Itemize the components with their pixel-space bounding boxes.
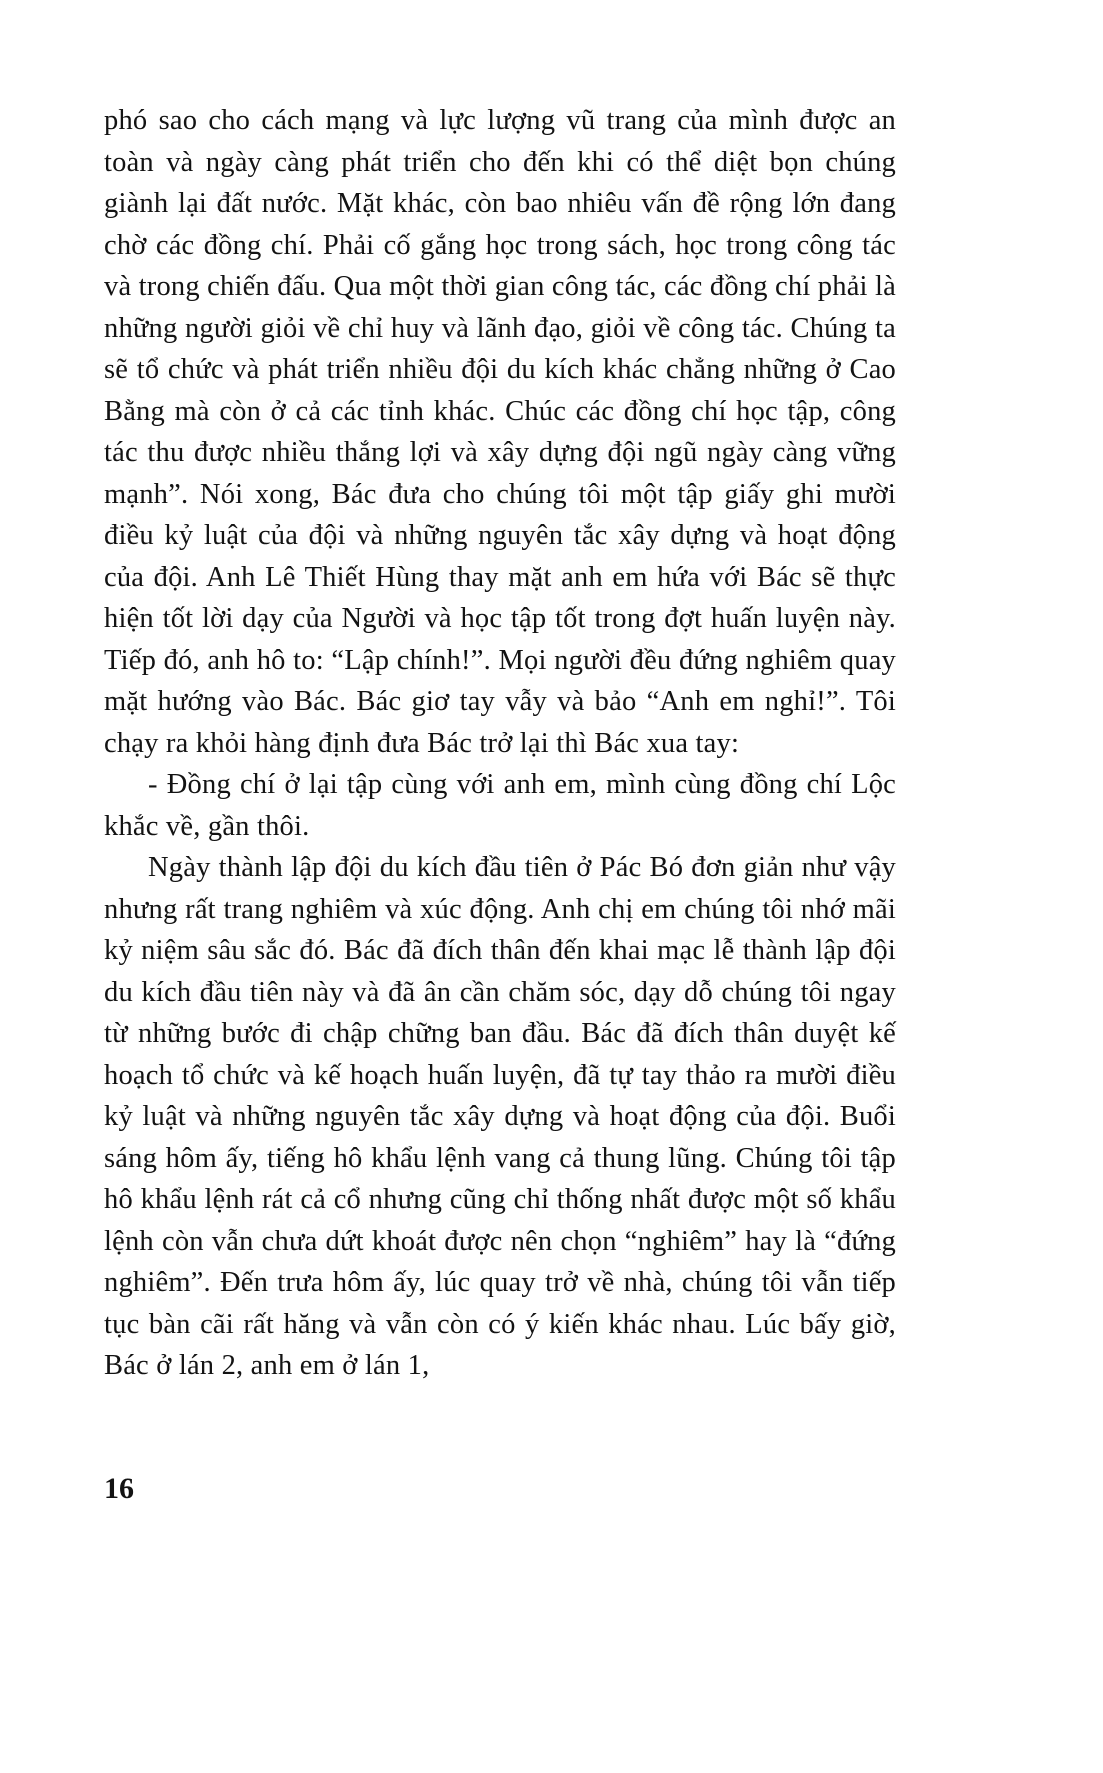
- paragraph-dialogue: - Đồng chí ở lại tập cùng với anh em, mình cùng đồng chí Lộc khắc về, gần thôi.: [104, 769, 896, 842]
- body-text: [104, 100, 896, 1387]
- page-number: 16: [104, 1472, 134, 1505]
- paragraph-narrative: Ngày thành lập đội du kích đầu tiên ở Pác Bó đơn giản như vậy nhưng rất trang nghiêm và xúc động. Anh chị em chúng tôi nhớ mãi kỷ niệm sâu sắc đó. Bác đã đích thân đến khai mạc lễ thành lập đội du kích đầu tiên này và đã ân cần chăm sóc, dạy dỗ chúng tôi ngay từ những bước đi chập chững ban đầu. Bác đã đích thân duyệt kế hoạch tổ chức và kế hoạch huấn luyện, đã tự tay thảo ra mười điều kỷ luật và những nguyên tắc xây dựng và hoạt động của đội. Buổi sáng hôm ấy, tiếng hô khẩu lệnh vang cả thung lũng. Chúng tôi tập hô khẩu lệnh rát cả cổ nhưng cũng chỉ thống nhất được một số khẩu lệnh còn vẫn chưa dứt khoát được nên chọn “nghiêm” hay là “đứng nghiêm”. Đến trưa hôm ấy, lúc quay trở về nhà, chúng tôi vẫn tiếp tục bàn cãi rất hăng và vẫn còn có ý kiến khác nhau. Lúc bấy giờ, Bác ở lán 2, anh em ở lán 1,: [104, 852, 896, 1381]
- paragraph-continuation: phó sao cho cách mạng và lực lượng vũ trang của mình được an toàn và ngày càng phát triển cho đến khi có thể diệt bọn chúng giành lại đất nước. Mặt khác, còn bao nhiêu vấn đề rộng lớn đang chờ các đồng chí. Phải cố gắng học trong sách, học trong công tác và trong chiến đấu. Qua một thời gian công tác, các đồng chí phải là những người giỏi về chỉ huy và lãnh đạo, giỏi về công tác. Chúng ta sẽ tổ chức và phát triển nhiều đội du kích khác chẳng những ở Cao Bằng mà còn ở cả các tỉnh khác. Chúc các đồng chí học tập, công tác thu được nhiều thắng lợi và xây dựng đội ngũ ngày càng vững mạnh”. Nói xong, Bác đưa cho chúng tôi một tập giấy ghi mười điều kỷ luật của đội và những nguyên tắc xây dựng và hoạt động của đội. Anh Lê Thiết Hùng thay mặt anh em hứa với Bác sẽ thực hiện tốt lời dạy của Người và học tập tốt trong đợt huấn luyện này. Tiếp đó, anh hô to: “Lập chính!”. Mọi người đều đứng nghiêm quay mặt hướng vào Bác. Bác giơ tay vẫy và bảo “Anh em nghỉ!”. Tôi chạy ra khỏi hàng định đưa Bác trở lại thì Bác xua tay:: [104, 105, 896, 759]
